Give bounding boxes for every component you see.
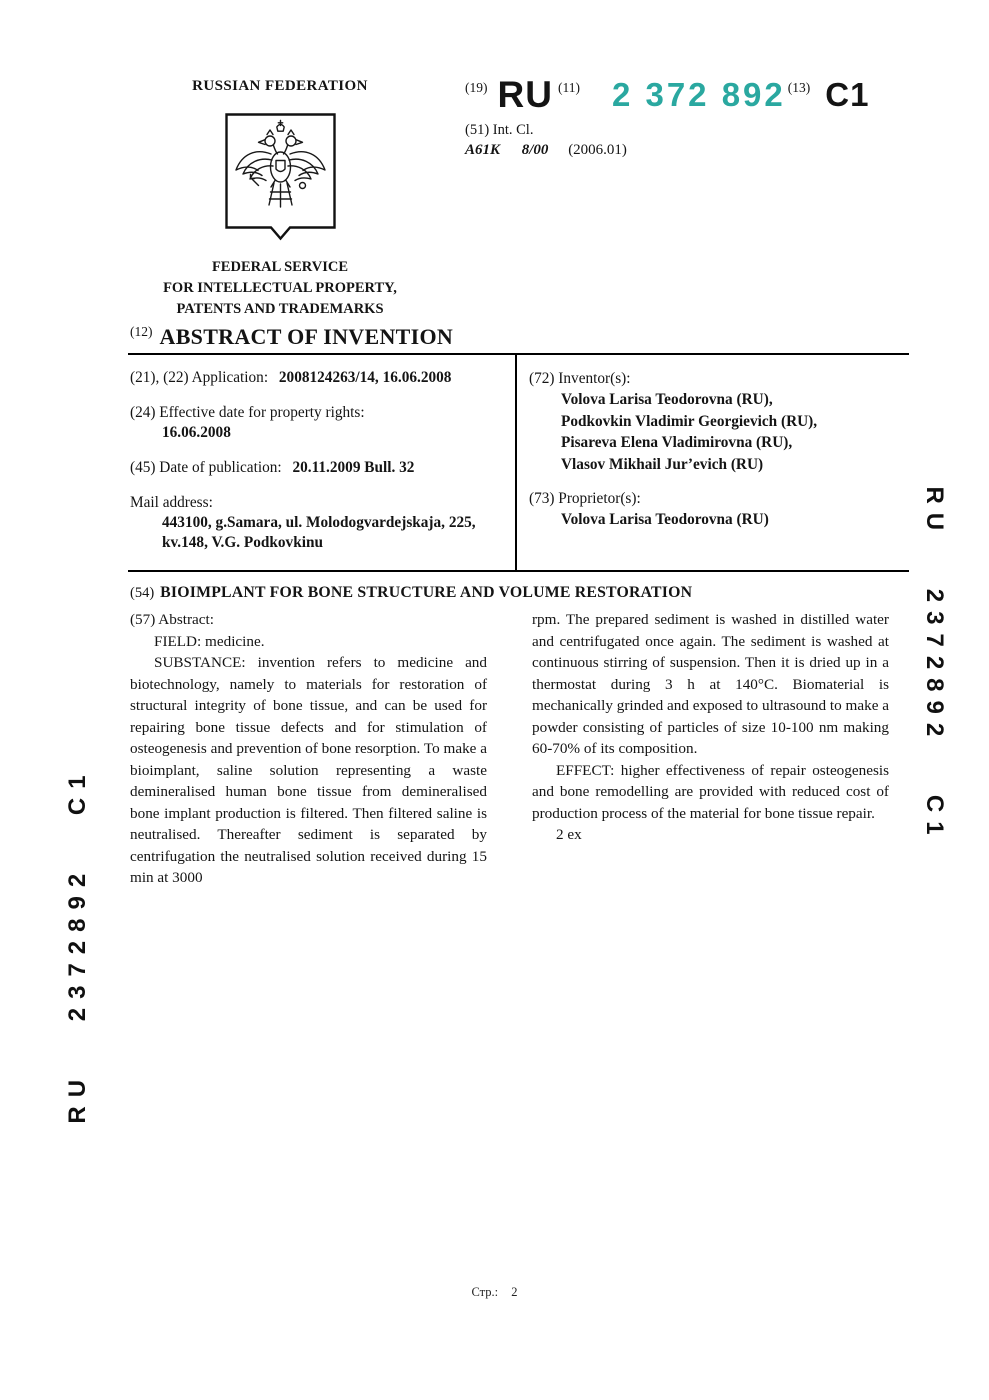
proprietors-block [529, 488, 905, 531]
issuing-authority-block [155, 78, 405, 320]
page-number: 2 [511, 1285, 518, 1299]
inventor-name: Volova Larisa Teodorovna (RU), [561, 391, 773, 408]
invention-title-line [130, 584, 910, 602]
int-cl-version: (2006.01) [568, 142, 627, 158]
inid-code-13: (13) [787, 80, 811, 95]
bibliography-table [128, 353, 909, 572]
publication-codes-block [465, 76, 905, 159]
application-value: 2008124263/14, 16.06.2008 [278, 369, 452, 386]
page-label: Стр.: [471, 1285, 499, 1299]
bibliography-right-column [517, 355, 909, 570]
inid-code-19: (19) [465, 80, 488, 95]
bibliography-left-column [128, 355, 517, 570]
mail-address-value: 443100, g.Samara, ul. Molodogvardejskaja, 225, kv.148, V.G. Podkovkinu [162, 514, 476, 551]
inventors-label: (72) Inventor(s): [529, 370, 631, 387]
int-cl-classification [465, 142, 905, 159]
int-cl-label: (51) Int. Cl. [465, 122, 534, 138]
abstract-field-paragraph: FIELD: medicine. [154, 632, 265, 650]
application-label: (21), (22) Application: [130, 369, 269, 386]
publication-date-value: 20.11.2009 Bull. 32 [292, 459, 415, 476]
coat-of-arms-icon [224, 112, 337, 242]
document-type-headline [130, 324, 453, 350]
proprietors-label: (73) Proprietor(s): [529, 490, 641, 507]
abstract-right-column [532, 609, 889, 889]
country-code: RU [497, 74, 553, 115]
proprietor-name: Volova Larisa Teodorovna (RU) [561, 511, 769, 528]
abstract-continuation-paragraph: rpm. The prepared sediment is washed in distilled water and centrifugated once again. The sediment is washed at continuous stirring of suspension. Then it is dried up in a thermostat during 3 h at 140°C. Biomaterial is mechanically grinded and exposed to ultrasound to make a powder consisting of particles of size 10-100 nm making 60-70% of its composition. [532, 611, 889, 757]
right-vertical-publication-code: RU 2372892 C1 [921, 486, 948, 844]
mail-address-label: Mail address: [130, 494, 213, 511]
inventor-name: Vlasov Mikhail Jur’evich (RU) [561, 455, 764, 473]
abstract-label: (57) Abstract: [130, 611, 214, 628]
authority-line: PATENTS AND TRADEMARKS [176, 301, 384, 318]
inid-code-11: (11) [557, 80, 580, 95]
inid-code-54: (54) [130, 585, 155, 601]
int-cl-code: A61K [465, 142, 501, 158]
footer [0, 1285, 989, 1300]
invention-title: BIOIMPLANT FOR BONE STRUCTURE AND VOLUME RESTORATION [160, 584, 693, 601]
country-name: RUSSIAN FEDERATION [192, 78, 368, 94]
authority-line: FEDERAL SERVICE [211, 259, 349, 275]
inid-code-12: (12) [130, 324, 153, 339]
int-cl-subcode: 8/00 [521, 142, 549, 158]
inventors-block [529, 368, 905, 475]
kind-code: C1 [825, 76, 870, 113]
abstract-substance-paragraph: SUBSTANCE: invention refers to medicine and biotechnology, namely to materials for restoration of structural integrity of bone tissue, and can be used for repairing bone tissue defects and for stimulation of osteogenesis and prevention of bone resorption. To make a bioimplant, saline solution representing a waste demineralised human bone tissue from demineralised bone implant production is filtered. Then filtered saline is neutralised. Thereafter sediment is separated by centrifugation the neutralised solution received during 15 min at 3000 [130, 654, 487, 886]
mail-address-row [130, 493, 507, 553]
authority-name [155, 257, 405, 320]
left-vertical-publication-code: RU 2372892 C1 [64, 766, 91, 1124]
abstract-body [130, 609, 889, 889]
abstract-left-column [130, 609, 487, 889]
effective-date-label: (24) Effective date for property rights: [130, 404, 365, 421]
publication-number-line [465, 76, 905, 113]
application-row [130, 368, 507, 388]
publication-date-label: (45) Date of publication: [130, 459, 282, 476]
publication-date-row [130, 458, 507, 478]
abstract-examples-note: 2 ex [556, 826, 582, 843]
document-type-title: ABSTRACT OF INVENTION [159, 324, 454, 349]
inventor-name: Podkovkin Vladimir Georgievich (RU), [561, 412, 818, 430]
abstract-effect-paragraph: EFFECT: higher effectiveness of repair osteogenesis and bone remodelling are provided with reduced cost of production process of the material for bone tissue repair. [532, 761, 889, 822]
effective-date-value: 16.06.2008 [162, 424, 231, 441]
inventor-name: Pisareva Elena Vladimirovna (RU), [561, 434, 793, 451]
effective-date-row [130, 403, 507, 443]
authority-line: FOR INTELLECTUAL PROPERTY, [163, 280, 397, 297]
publication-number: 2 372 892 [611, 76, 786, 113]
